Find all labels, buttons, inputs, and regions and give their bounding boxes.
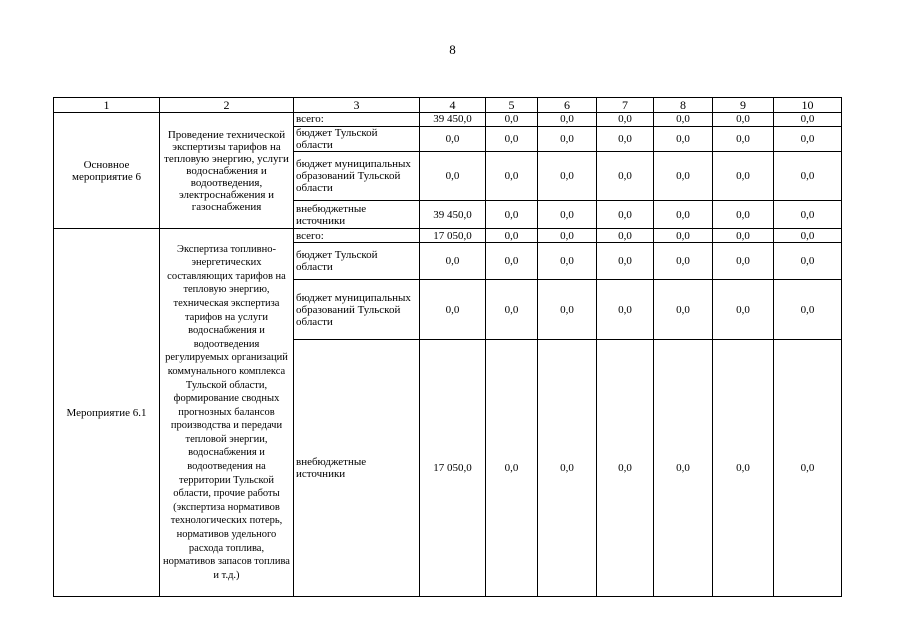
value-cell: 0,0 bbox=[713, 340, 774, 597]
value-cell: 0,0 bbox=[597, 243, 654, 280]
table-row bbox=[54, 229, 842, 243]
column-header: 10 bbox=[774, 98, 842, 113]
value-cell: 0,0 bbox=[538, 201, 597, 229]
value-cell: 0,0 bbox=[597, 280, 654, 340]
column-header: 6 bbox=[538, 98, 597, 113]
value-cell: 0,0 bbox=[774, 113, 842, 127]
measure-description-cell: Проведение технической экспертизы тарифов на тепловую энергию, услуги водоснабжения и водоотведения, электроснабжения и газоснабжения bbox=[160, 113, 294, 229]
value-cell: 0,0 bbox=[486, 280, 538, 340]
value-cell: 0,0 bbox=[486, 243, 538, 280]
value-cell: 39 450,0 bbox=[420, 201, 486, 229]
value-cell: 0,0 bbox=[713, 113, 774, 127]
column-header: 7 bbox=[597, 98, 654, 113]
value-cell: 0,0 bbox=[774, 243, 842, 280]
value-cell: 0,0 bbox=[486, 201, 538, 229]
funding-source-cell: внебюджетные источники bbox=[294, 201, 420, 229]
table-row bbox=[54, 113, 842, 127]
value-cell: 0,0 bbox=[538, 152, 597, 201]
value-cell: 0,0 bbox=[713, 152, 774, 201]
measure-name-cell: Основное мероприятие 6 bbox=[54, 113, 160, 229]
value-cell: 0,0 bbox=[654, 152, 713, 201]
value-cell: 0,0 bbox=[420, 152, 486, 201]
value-cell: 0,0 bbox=[597, 201, 654, 229]
value-cell: 0,0 bbox=[597, 229, 654, 243]
value-cell: 0,0 bbox=[713, 280, 774, 340]
value-cell: 0,0 bbox=[597, 113, 654, 127]
value-cell: 0,0 bbox=[713, 201, 774, 229]
value-cell: 17 050,0 bbox=[420, 229, 486, 243]
value-cell: 0,0 bbox=[597, 127, 654, 152]
value-cell: 0,0 bbox=[420, 127, 486, 152]
value-cell: 0,0 bbox=[774, 229, 842, 243]
page-number: 8 bbox=[449, 42, 456, 57]
value-cell: 0,0 bbox=[654, 340, 713, 597]
value-cell: 0,0 bbox=[597, 152, 654, 201]
column-header: 8 bbox=[654, 98, 713, 113]
value-cell: 0,0 bbox=[713, 243, 774, 280]
value-cell: 0,0 bbox=[654, 127, 713, 152]
value-cell: 0,0 bbox=[486, 113, 538, 127]
value-cell: 0,0 bbox=[420, 280, 486, 340]
value-cell: 39 450,0 bbox=[420, 113, 486, 127]
value-cell: 0,0 bbox=[486, 340, 538, 597]
measure-description-cell: Экспертиза топливно-энергетических составляющих тарифов на тепловую энергию, техническая экспертиза тарифов на услуги водоснабжения и водоотведения регулируемых организаций коммунального комплекса Тульской области, формирование сводных прогнозных балансов производства и передачи тепловой энергии, водоснабжения и водоотведения на территории Тульской области, прочие работы (экспертиза нормативов технологических потерь, нормативов удельного расхода топлива, нормативов запасов топлива и т.д.) bbox=[160, 229, 294, 597]
measures-table bbox=[53, 97, 842, 597]
funding-source-cell: бюджет муниципальных образований Тульской области bbox=[294, 152, 420, 201]
value-cell: 0,0 bbox=[654, 229, 713, 243]
funding-source-cell: всего: bbox=[294, 113, 420, 127]
value-cell: 0,0 bbox=[486, 127, 538, 152]
value-cell: 0,0 bbox=[654, 243, 713, 280]
value-cell: 17 050,0 bbox=[420, 340, 486, 597]
value-cell: 0,0 bbox=[654, 113, 713, 127]
column-header: 4 bbox=[420, 98, 486, 113]
value-cell: 0,0 bbox=[420, 243, 486, 280]
column-header: 5 bbox=[486, 98, 538, 113]
value-cell: 0,0 bbox=[774, 127, 842, 152]
value-cell: 0,0 bbox=[538, 340, 597, 597]
value-cell: 0,0 bbox=[713, 127, 774, 152]
funding-source-cell: бюджет Тульской области bbox=[294, 127, 420, 152]
value-cell: 0,0 bbox=[538, 113, 597, 127]
value-cell: 0,0 bbox=[538, 229, 597, 243]
value-cell: 0,0 bbox=[597, 340, 654, 597]
value-cell: 0,0 bbox=[774, 152, 842, 201]
column-header: 9 bbox=[713, 98, 774, 113]
column-header: 1 bbox=[54, 98, 160, 113]
value-cell: 0,0 bbox=[713, 229, 774, 243]
funding-source-cell: всего: bbox=[294, 229, 420, 243]
value-cell: 0,0 bbox=[774, 201, 842, 229]
value-cell: 0,0 bbox=[486, 229, 538, 243]
table-header-row bbox=[54, 98, 842, 113]
value-cell: 0,0 bbox=[486, 152, 538, 201]
funding-source-cell: бюджет муниципальных образований Тульской области bbox=[294, 280, 420, 340]
value-cell: 0,0 bbox=[538, 243, 597, 280]
value-cell: 0,0 bbox=[774, 340, 842, 597]
value-cell: 0,0 bbox=[654, 201, 713, 229]
column-header: 2 bbox=[160, 98, 294, 113]
funding-source-cell: внебюджетные источники bbox=[294, 340, 420, 597]
column-header: 3 bbox=[294, 98, 420, 113]
funding-source-cell: бюджет Тульской области bbox=[294, 243, 420, 280]
measure-name-cell: Мероприятие 6.1 bbox=[54, 229, 160, 597]
value-cell: 0,0 bbox=[774, 280, 842, 340]
value-cell: 0,0 bbox=[538, 280, 597, 340]
value-cell: 0,0 bbox=[654, 280, 713, 340]
value-cell: 0,0 bbox=[538, 127, 597, 152]
